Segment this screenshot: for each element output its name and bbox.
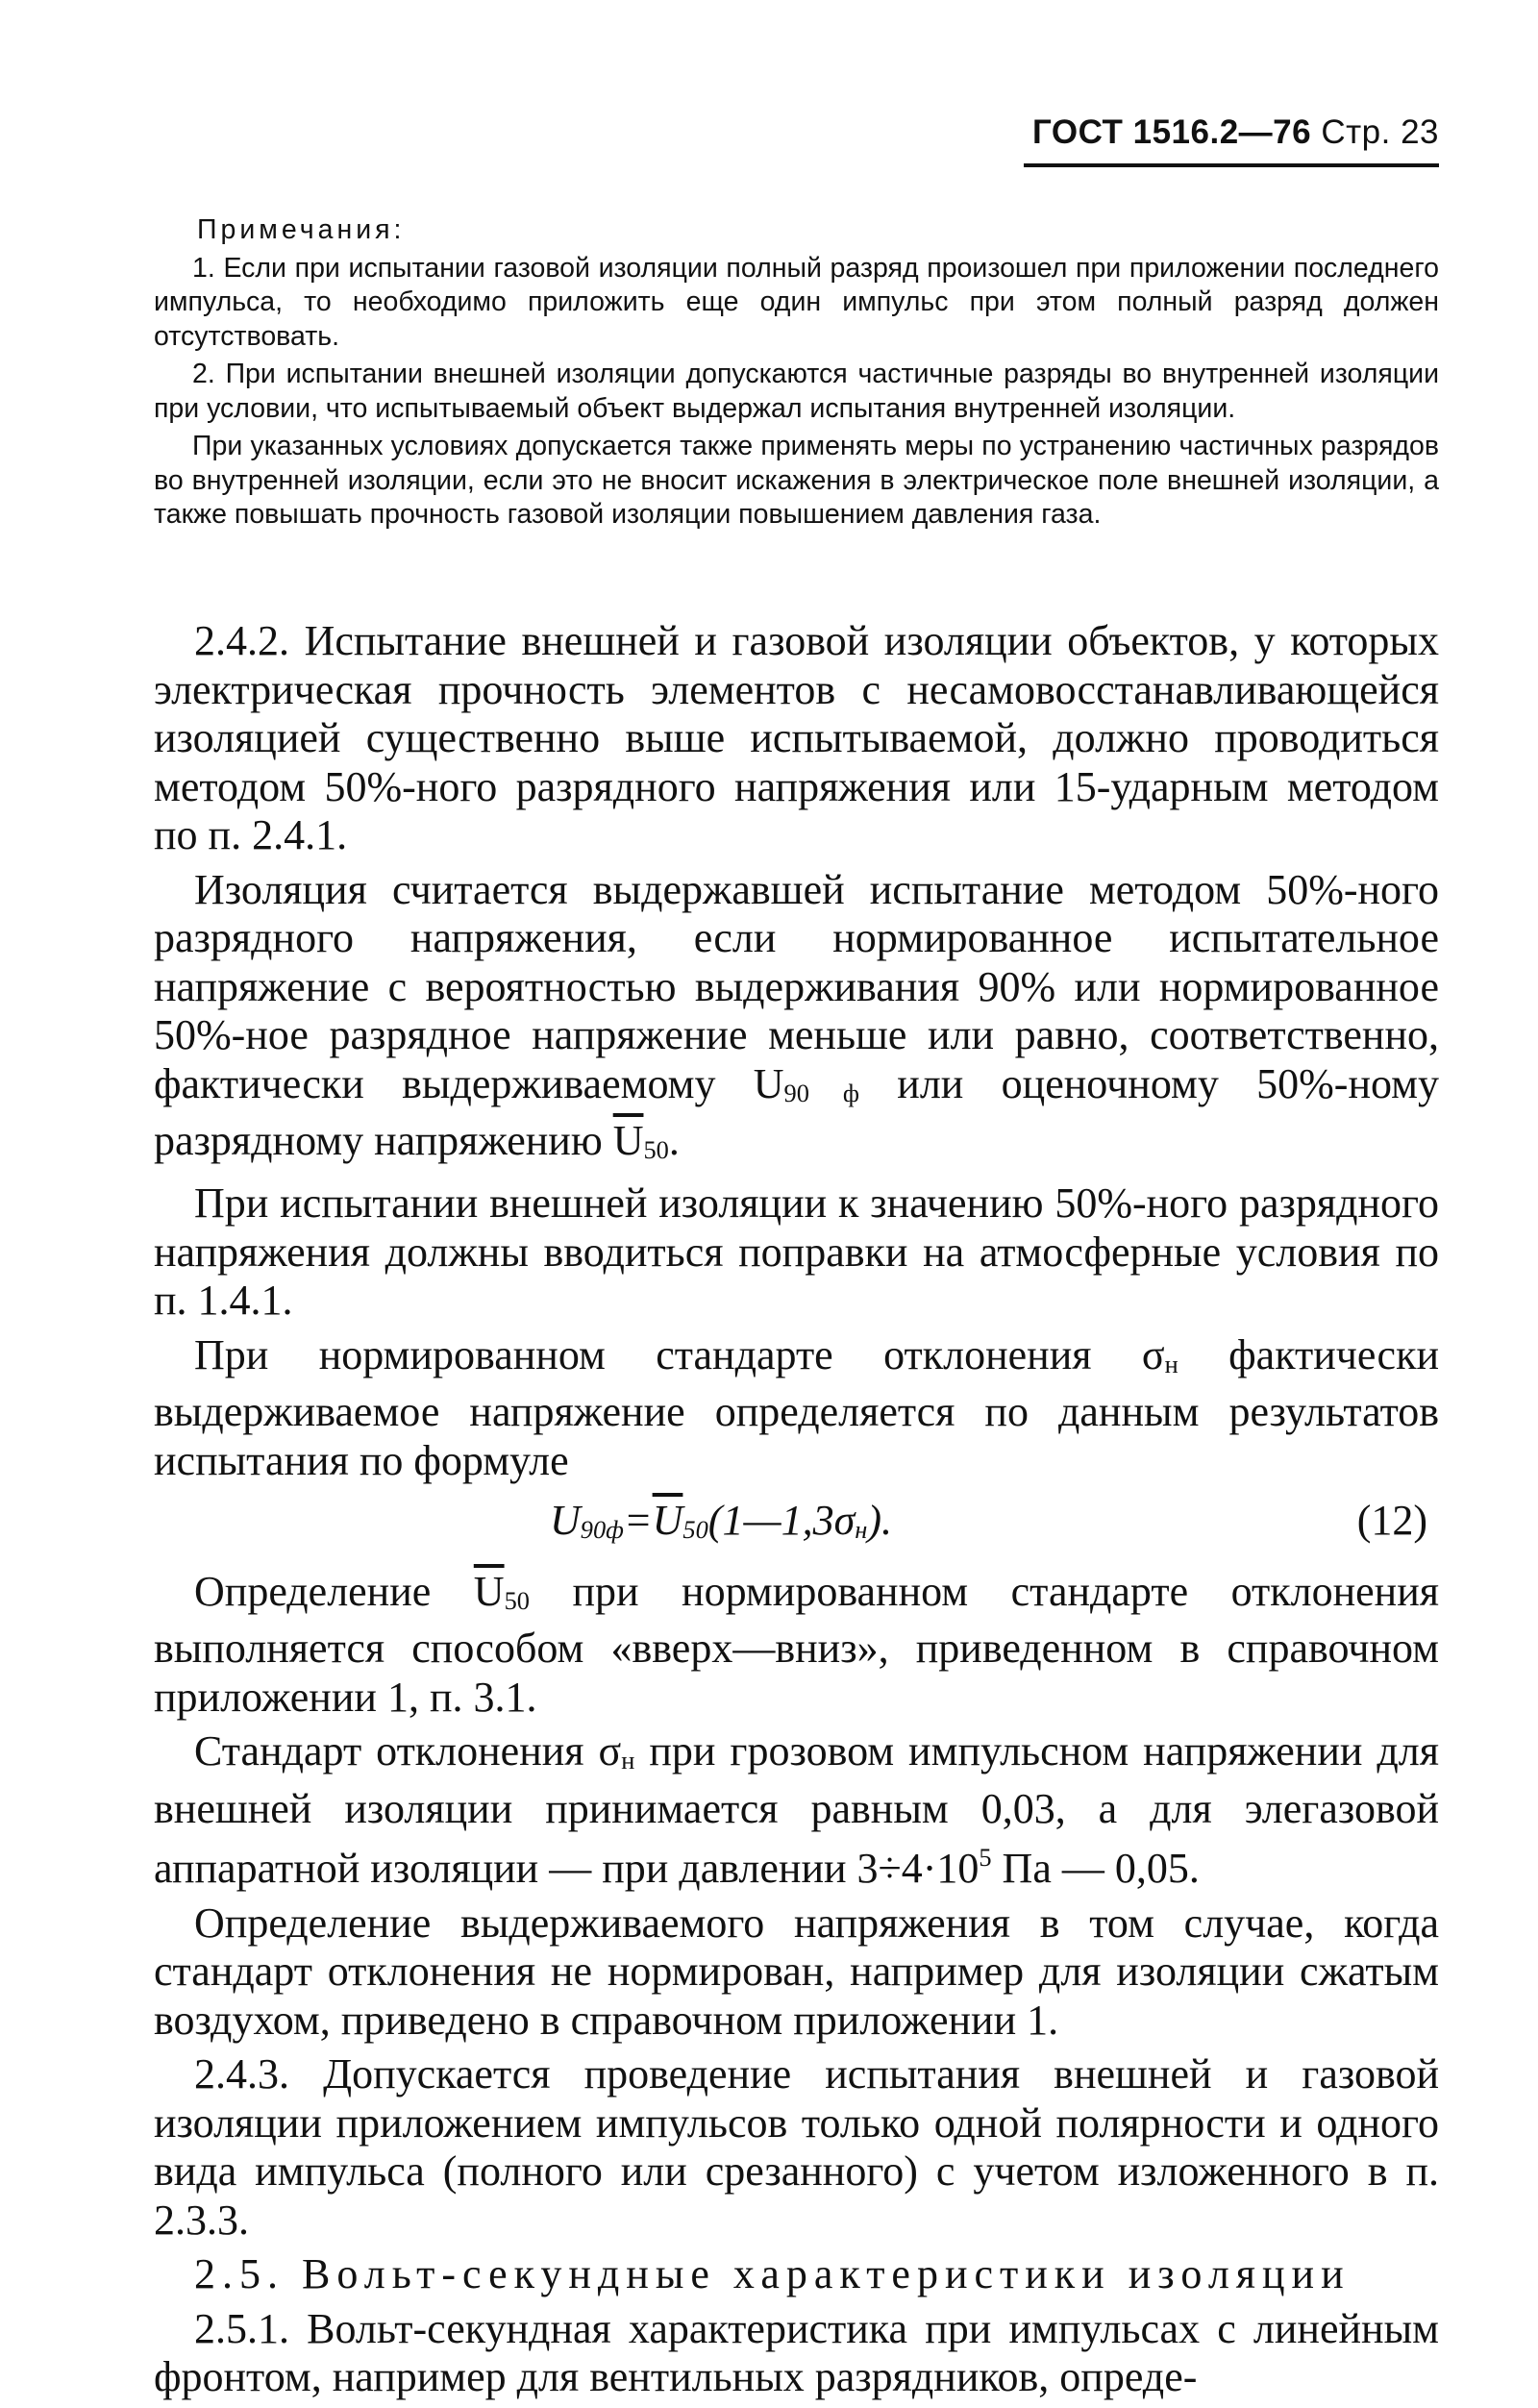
page-header (1032, 113, 1439, 152)
section-heading-2-5: 2.5. Вольт-секундные характеристики изоляции (194, 2250, 1351, 2298)
page-number: Стр. 23 (1321, 113, 1439, 151)
paragraph-formula-intro: При нормированном стандарте отклонения $\sigma_н$ фактически выдерживаемое напряжение определяется по данным результатов испытания по формуле (154, 1330, 1439, 1484)
paragraph-standard-deviation: Стандарт отклонения $\sigma_н$ при грозовом импульсном напряжении для внешней изоляции принимается равным 0,03, а для элегазовой аппаратной изоляции — при давлении $3\div 4\cdot 10^5$ Па — 0,05. (154, 1727, 1439, 1893)
note-item: 1. Если при испытании газовой изоляции полный разряд произошел при приложении последнего импульса, то необходимо приложить еще один импульс при этом полный разряд должен отсутствовать. (154, 252, 1439, 352)
formula-number: (12) (1356, 1497, 1427, 1545)
standard-number: ГОСТ 1516.2—76 (1032, 113, 1312, 151)
paragraph-u50-definition: Определение $\overline{U}_{50}$ при нормированном стандарте отклонения выполняется способом «вверх—вниз», приведенном в справочном приложении 1, п. 3.1. (154, 1567, 1440, 1721)
notes-title: Примечания: (197, 214, 406, 245)
note-item: При указанных условиях допускается также применять меры по устранению частичных разрядов во внутренней изоляции, если это не вносит искажения в электрическое поле внешней изоляции, а также повышать прочность газовой изоляции повышением давления газа. (154, 431, 1439, 530)
formula-12 (154, 1497, 1439, 1553)
main-text (154, 617, 1439, 2408)
notes-block (154, 213, 1439, 536)
paragraph-withstand-criteria: Изоляция считается выдержавшей испытание методом 50%-ного разрядного напряжения, если нормированное испытательное напряжение с вероятностью выдерживания 90% или нормированное 50%-ное разрядное напряжение меньше или равно, соответственно, фактически выдерживаемому $U_{90 ф}$ или оценочному 50%-ному разрядному напряжению $\overline{U}_{50}$. (154, 865, 1440, 1164)
formula-expression: $U_{90ф}=\overline{U}_{50}(1—1,3\sigma_н)$. (550, 1497, 893, 1545)
paragraph-2-4-3: 2.4.3. Допускается проведение испытания внешней и газовой изоляции приложением импульсов только одной полярности и одного вида импульса (полного или срезанного) с учетом изложенного в п. 2.3.3. (154, 2050, 1439, 2244)
header-rule (1024, 163, 1439, 167)
paragraph-2-5-1: 2.5.1. Вольт-секундная характеристика при импульсах с линейным фронтом, например для вентильных разрядников, опреде- (154, 2304, 1439, 2401)
paragraph-2-4-2: 2.4.2. Испытание внешней и газовой изоляции объектов, у которых электрическая прочность элементов с несамовосстанавливающейся изоляцией существенно выше испытываемой, должно проводиться методом 50%-ного разрядного напряжения или 15-ударным методом по п. 2.4.1. (154, 617, 1439, 858)
note-item: 2. При испытании внешней изоляции допускаются частичные разряды во внутренней изоляции при условии, что испытываемый объект выдержал испытания внутренней изоляции. (154, 359, 1439, 424)
paragraph-atmospheric-corrections: При испытании внешней изоляции к значению 50%-ного разрядного напряжения должны вводиться поправки на атмосферные условия по п. 1.4.1. (154, 1179, 1439, 1325)
paragraph-withstand-determination: Определение выдерживаемого напряжения в том случае, когда стандарт отклонения не нормирован, например для изоляции сжатым воздухом, приведено в справочном приложении 1. (154, 1899, 1439, 2044)
